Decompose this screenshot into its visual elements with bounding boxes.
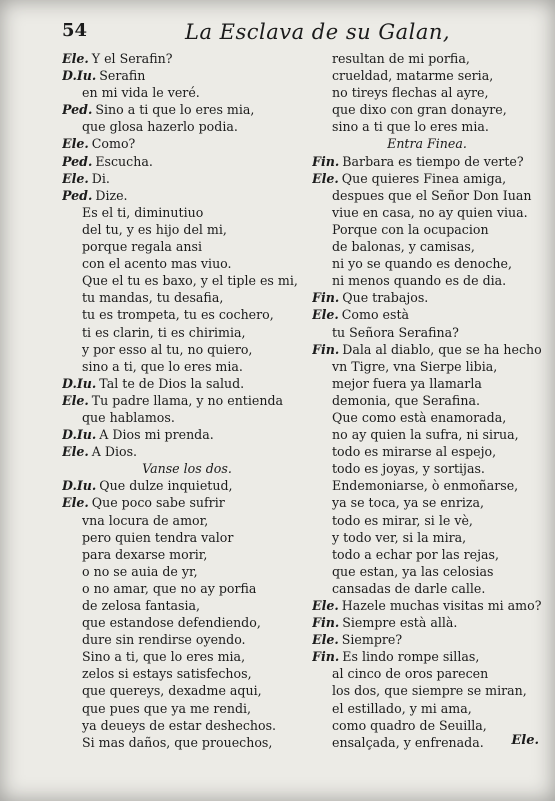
verse-line [62,392,312,409]
verse-text: Endemoniarse, ò enmoñarse, [332,478,519,494]
verse-text: Que quieres Finea amiga, [341,170,507,186]
verse-text: que estan, ya las celosias [332,563,494,579]
verse-line [312,631,542,648]
verse-line [62,546,312,563]
verse-text: Tal te de Dios la salud. [99,375,245,391]
verse-line [62,529,312,546]
verse-text: ya deueys de estar deshechos. [82,717,277,733]
verse-text: y todo ver, si la mira, [332,529,467,545]
page-header [0,14,555,50]
verse-line [312,443,542,460]
verse-text: ni yo se quando es denoche, [332,256,512,272]
verse-text: del tu, y es hijo del mi, [82,221,227,237]
speaker-label: Ele. [312,307,339,323]
verse-text: Siempre? [341,632,403,648]
speaker-label: Ele. [312,170,339,186]
speaker-label: Fin. [312,615,340,631]
verse-line [62,443,312,460]
speaker-label: Ele. [312,598,339,613]
verse-line [312,306,542,323]
stage-direction [312,135,542,152]
speaker-label: Ele. [62,444,89,460]
verse-text: Como està [341,307,410,323]
verse-text: ensalçada, y enfrenada. [332,734,484,750]
verse-text: A Dios. [91,444,138,460]
verse-line [62,477,312,494]
speaker-label: Ele. [62,51,89,66]
speaker-label: D.Iu. [62,427,97,443]
verse-line [62,631,312,648]
verse-line [62,494,312,511]
verse-line [312,392,542,409]
verse-text: para dexarse morir, [82,546,208,562]
catchword: Ele. [511,733,539,748]
verse-line [312,546,542,563]
verse-text: Escucha. [95,153,153,169]
verse-text: pero quien tendra valor [82,529,234,545]
verse-line [312,50,542,67]
verse-text: ti es clarin, ti es chirimia, [82,324,246,340]
stage-direction [62,460,312,477]
verse-text: todo a echar por las rejas, [332,546,499,562]
stage-direction-text: Entra Finea. [387,136,467,152]
verse-line [62,289,312,306]
verse-line [312,717,542,734]
verse-text: que estandose defendiendo, [82,615,261,631]
verse-line [312,324,542,341]
verse-text: Si mas daños, que prouechos, [82,734,273,750]
page-number: 54 [62,20,88,41]
verse-text: tu es trompeta, tu es cochero, [82,307,274,323]
verse-line [62,614,312,631]
speaker-label: Ele. [312,632,339,648]
verse-line [312,529,542,546]
verse-text: Es el ti, diminutiuo [82,204,204,220]
verse-text: o no se auia de yr, [82,563,198,579]
verse-text: al cinco de oros parecen [332,666,489,682]
verse-line [62,375,312,392]
verse-text: que pues que ya me rendi, [82,700,252,716]
verse-text: el estillado, y mi ama, [332,700,472,716]
verse-line [62,580,312,597]
verse-line [312,409,542,426]
verse-line [312,477,542,494]
verse-text: resultan de mi porfia, [332,51,470,66]
verse-line [62,272,312,289]
verse-text: vn Tigre, vna Sierpe libia, [332,358,498,374]
verse-line [312,460,542,477]
speaker-label: Ped. [62,187,93,203]
verse-text: Hazele muchas visitas mi amo? [341,598,542,613]
verse-line [312,101,542,118]
verse-text: todo es mirar, si le vè, [332,512,473,528]
verse-line [312,118,542,135]
verse-line [312,341,542,358]
verse-line [312,597,542,614]
verse-text: los dos, que siempre se miran, [332,683,527,699]
verse-line [62,665,312,682]
verse-text: todo es joyas, y sortijas. [332,461,485,477]
verse-line [312,494,542,511]
verse-line [312,272,542,289]
speaker-label: Fin. [312,290,340,306]
speaker-label: Fin. [312,341,340,357]
verse-line [312,221,542,238]
verse-text: o no amar, que no ay porfia [82,580,257,596]
verse-text: que quereys, dexadme aqui, [82,683,262,699]
verse-line [62,734,312,751]
verse-line [62,700,312,717]
verse-text: no ay quien la sufra, ni sirua, [332,427,519,443]
verse-text: Siempre està allà. [342,615,458,631]
verse-line [62,717,312,734]
verse-text: Serafin [99,68,146,84]
verse-line [312,734,542,751]
verse-text: despues que el Señor Don Iuan [332,187,532,203]
verse-line [312,375,542,392]
speaker-label: Ped. [62,102,93,118]
verse-text: con el acento mas viuo. [82,256,232,272]
verse-line [312,580,542,597]
verse-text: que glosa hazerlo podia. [82,119,238,135]
speaker-label: Ele. [62,495,89,511]
verse-line [312,153,542,170]
verse-line [312,426,542,443]
verse-text: crueldad, matarme seria, [332,68,494,84]
verse-text: Que poco sabe sufrir [91,495,225,511]
verse-line [62,324,312,341]
verse-line [62,597,312,614]
verse-text: porque regala ansi [82,239,202,255]
verse-line [62,204,312,221]
verse-text: Como? [91,136,136,152]
verse-line [62,118,312,135]
verse-line [62,135,312,152]
verse-line [312,682,542,699]
verse-line [62,170,312,187]
verse-text: vna locura de amor, [82,512,209,528]
verse-line [312,204,542,221]
verse-text: todo es mirarse al espejo, [332,444,497,460]
verse-text: viue en casa, no ay quien viua. [332,204,528,220]
verse-line [312,648,542,665]
verse-line [62,255,312,272]
verse-text: Di. [91,170,110,186]
verse-text: que dixo con gran donayre, [332,102,507,118]
verse-text: Dala al diablo, que se ha hecho [342,341,542,357]
verse-text: Que como està enamorada, [332,409,507,425]
verse-line [62,358,312,375]
verse-text: que hablamos. [82,409,175,425]
verse-line [62,306,312,323]
verse-line [62,341,312,358]
verse-line [312,563,542,580]
speaker-label: Ele. [62,170,89,186]
verse-text: de balonas, y camisas, [332,239,475,255]
verse-line [62,84,312,101]
verse-line [312,665,542,682]
verse-line [62,187,312,204]
speaker-label: Ele. [62,136,89,152]
verse-text: Y el Serafin? [91,51,173,66]
verse-text: zelos si estays satisfechos, [82,666,252,682]
verse-text: Sino a ti, que lo eres mia, [82,649,246,665]
verse-text: Es lindo rompe sillas, [342,649,480,665]
verse-line [62,101,312,118]
verse-text: Tu padre llama, y no entienda [91,392,284,408]
speaker-label: D.Iu. [62,68,97,84]
verse-line [62,67,312,84]
verse-line [312,170,542,187]
verse-line [62,563,312,580]
verse-line [62,648,312,665]
verse-text: demonia, que Serafina. [332,392,480,408]
verse-line [312,512,542,529]
speaker-label: Fin. [312,649,340,665]
verse-text: tu mandas, tu desafia, [82,290,224,306]
stage-direction-text: Vanse los dos. [142,461,232,477]
verse-text: Sino a ti que lo eres mia, [95,102,255,118]
verse-text: de zelosa fantasia, [82,598,201,613]
verse-line [312,255,542,272]
verse-line [62,153,312,170]
verse-text: tu Señora Serafina? [332,324,459,340]
verse-text: mejor fuera ya llamarla [332,375,482,391]
verse-line [312,358,542,375]
verse-text: A Dios mi prenda. [99,427,214,443]
verse-line [62,426,312,443]
verse-text: Que dulze inquietud, [99,478,233,494]
verse-text: ni menos quando es de dia. [332,273,507,289]
speaker-label: D.Iu. [62,375,97,391]
verse-text: sino a ti, que lo eres mia. [82,358,243,374]
verse-line [312,700,542,717]
verse-line [312,84,542,101]
verse-text: y por esso al tu, no quiero, [82,341,253,357]
verse-text: Que el tu es baxo, y el tiple es mi, [82,273,298,289]
verse-line [312,67,542,84]
left-column [62,50,312,751]
verse-line [312,289,542,306]
verse-line [312,238,542,255]
verse-text: Que trabajos. [342,290,429,306]
verse-line [312,187,542,204]
verse-line [312,614,542,631]
verse-line [62,512,312,529]
running-title: La Esclava de su Galan, [185,20,451,44]
verse-text: cansadas de darle calle. [332,580,486,596]
verse-text: no tireys flechas al ayre, [332,85,489,101]
speaker-label: Fin. [312,153,340,169]
verse-line [62,682,312,699]
right-column [312,50,542,751]
verse-text: como quadro de Seuilla, [332,717,487,733]
verse-text: ya se toca, ya se enriza, [332,495,485,511]
verse-line [62,50,312,67]
speaker-label: Ele. [62,392,89,408]
verse-text: Barbara es tiempo de verte? [342,153,524,169]
verse-line [62,409,312,426]
verse-text: Porque con la ocupacion [332,221,489,237]
verse-text: en mi vida le veré. [82,85,200,101]
speaker-label: Ped. [62,153,93,169]
verse-text: dure sin rendirse oyendo. [82,632,246,648]
verse-text: sino a ti que lo eres mia. [332,119,489,135]
verse-line [62,221,312,238]
speaker-label: D.Iu. [62,478,97,494]
verse-text: Dize. [95,187,128,203]
verse-line [62,238,312,255]
